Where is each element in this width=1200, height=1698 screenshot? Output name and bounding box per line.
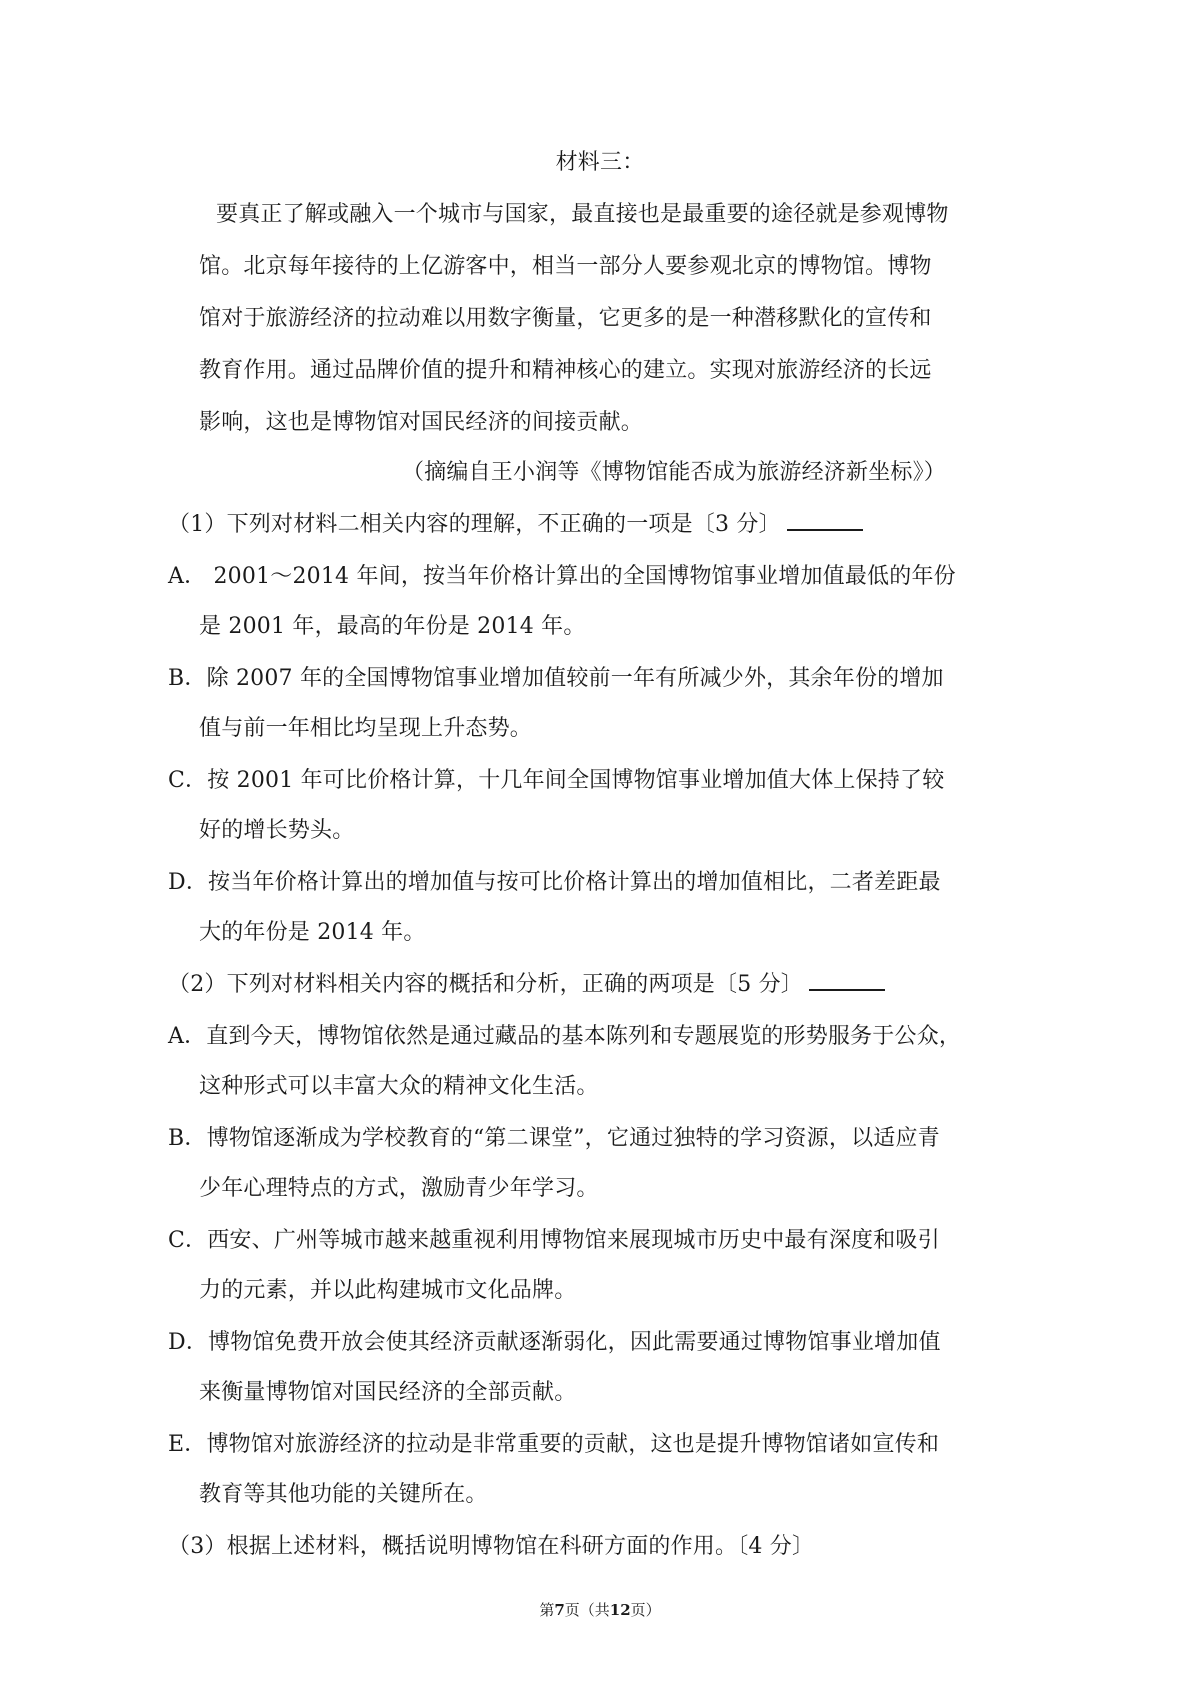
question-2-stem [168, 970, 885, 1000]
footer-total-pages: 12 [609, 1601, 631, 1619]
q2-option-b-line1: B．博物馆逐渐成为学校教育的“第二课堂”，它通过独特的学习资源，以适应青 [168, 1126, 940, 1151]
q1-option-a-line2: 是 2001 年，最高的年份是 2014 年。 [199, 614, 586, 639]
material-source: （摘编自王小润等《博物馆能否成为旅游经济新坐标》） [402, 460, 947, 485]
footer-prefix: 第 [539, 1601, 555, 1619]
q1-option-a-line1: A． 2001～2014 年间，按当年价格计算出的全国博物馆事业增加值最低的年份 [168, 564, 956, 589]
footer-suffix: 页） [630, 1601, 661, 1619]
q2-option-b-line2: 少年心理特点的方式，激励青少年学习。 [199, 1176, 599, 1201]
q1-option-d-line1: D．按当年价格计算出的增加值与按可比价格计算出的增加值相比，二者差距最 [168, 870, 941, 895]
answer-blank-2[interactable] [809, 971, 885, 991]
q2-option-c-line2: 力的元素，并以此构建城市文化品牌。 [199, 1278, 577, 1303]
question-1-stem [168, 510, 863, 540]
q2-option-d-line1: D．博物馆免费开放会使其经济贡献逐渐弱化，因此需要通过博物馆事业增加值 [168, 1330, 941, 1355]
q2-option-e-line1: E．博物馆对旅游经济的拉动是非常重要的贡献，这也是提升博物馆诸如宣传和 [168, 1432, 940, 1457]
q2-option-c-line1: C．西安、广州等城市越来越重视利用博物馆来展现城市历史中最有深度和吸引 [168, 1228, 940, 1253]
material-paragraph-line: 教育作用。通过品牌价值的提升和精神核心的建立。实现对旅游经济的长远 [199, 358, 932, 383]
footer-page-number: 7 [554, 1601, 565, 1619]
question-1-text: （1）下列对材料二相关内容的理解，不正确的一项是〔3 分〕 [168, 512, 781, 537]
q2-option-a-line1: A．直到今天，博物馆依然是通过藏品的基本陈列和专题展览的形势服务于公众， [168, 1024, 962, 1049]
footer-middle: 页（共 [564, 1601, 610, 1619]
answer-blank-1[interactable] [787, 511, 863, 531]
material-heading: 材料三： [555, 150, 645, 175]
question-2-text: （2）下列对材料相关内容的概括和分析，正确的两项是〔5 分〕 [168, 972, 803, 997]
material-paragraph-line: 要真正了解或融入一个城市与国家，最直接也是最重要的途径就是参观博物 [216, 202, 949, 227]
page-footer [0, 1600, 1200, 1620]
q1-option-d-line2: 大的年份是 2014 年。 [199, 920, 426, 945]
q1-option-b-line1: B．除 2007 年的全国博物馆事业增加值较前一年有所减少外，其余年份的增加 [168, 666, 944, 691]
q2-option-d-line2: 来衡量博物馆对国民经济的全部贡献。 [199, 1380, 577, 1405]
material-paragraph-line: 影响，这也是博物馆对国民经济的间接贡献。 [199, 410, 644, 435]
q1-option-c-line1: C．按 2001 年可比价格计算，十几年间全国博物馆事业增加值大体上保持了较 [168, 768, 945, 793]
material-paragraph-line: 馆对于旅游经济的拉动难以用数字衡量，它更多的是一种潜移默化的宣传和 [199, 306, 932, 331]
q1-option-c-line2: 好的增长势头。 [199, 818, 355, 843]
q2-option-a-line2: 这种形式可以丰富大众的精神文化生活。 [199, 1074, 599, 1099]
q1-option-b-line2: 值与前一年相比均呈现上升态势。 [199, 716, 533, 741]
material-paragraph-line: 馆。北京每年接待的上亿游客中，相当一部分人要参观北京的博物馆。博物 [199, 254, 932, 279]
question-3-stem: （3）根据上述材料，概括说明博物馆在科研方面的作用。〔4 分〕 [168, 1534, 815, 1559]
q2-option-e-line2: 教育等其他功能的关键所在。 [199, 1482, 488, 1507]
